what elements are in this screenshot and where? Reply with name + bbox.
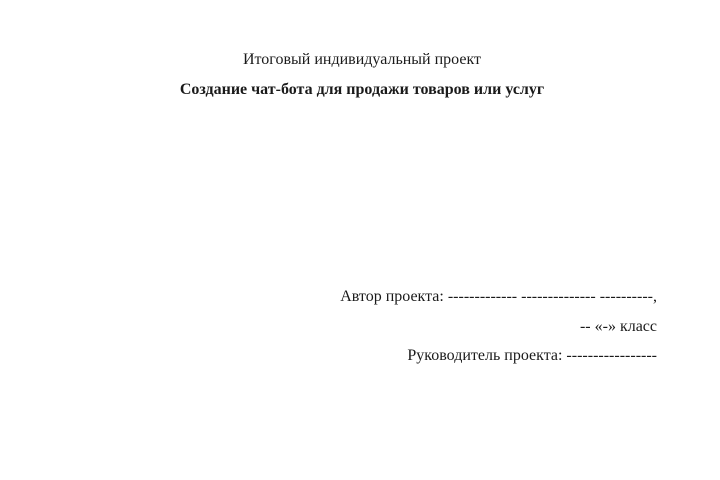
grade-line: -- «-» класс — [579, 318, 657, 335]
project-type-heading: Итоговый индивидуальный проект — [242, 51, 482, 68]
project-title: Создание чат-бота для продажи товаров или услуг — [179, 81, 545, 98]
supervisor-line: Руководитель проекта: ----------------- — [407, 347, 657, 364]
author-line: Автор проекта: ------------- -------------- ----------, — [340, 288, 657, 305]
